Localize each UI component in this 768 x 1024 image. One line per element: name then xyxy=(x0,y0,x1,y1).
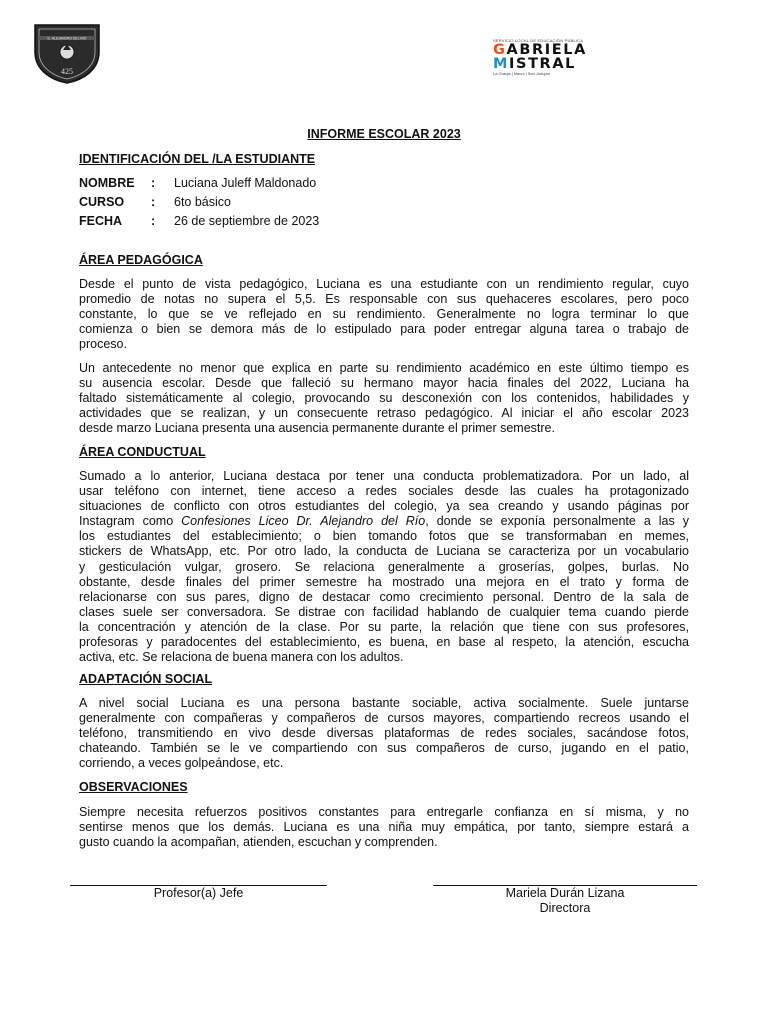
text-line: promedio de notas no supera el 5,5. Es responsable con sus quehaceres escolares, pero poco xyxy=(79,292,689,307)
text-line: obstante, desde finales del primer semestre ha mostrado una mejora en el trato y forma de xyxy=(79,574,689,589)
text-line-with-italic xyxy=(79,514,689,529)
slep-initial-g: G xyxy=(493,42,507,58)
text-segment: Instagram como xyxy=(79,514,182,529)
text-line: situaciones de conflicto con otros estudiantes del colegio, ya sea creando y usando páginas por xyxy=(79,499,689,514)
document-title: INFORME ESCOLAR 2023 xyxy=(307,127,461,141)
text-line: constante, lo que se ve reflejado en su rendimiento. Generalmente no logra terminar lo que xyxy=(79,307,689,322)
slep-line-2-rest: ISTRAL xyxy=(509,56,576,72)
signature-role-right: Directora xyxy=(539,901,591,915)
text-line: stickers de WhatsApp, etc. Por otro lado, la conducta de Luciana se caracteriza por un vocabulario xyxy=(79,544,689,559)
text-line: Un antecedente no menor que explica en parte su rendimiento académico en este último tiempo es xyxy=(79,361,689,375)
identification-heading: IDENTIFICACIÓN DEL /LA ESTUDIANTE xyxy=(79,152,316,166)
section-heading-pedagogica: ÁREA PEDAGÓGICA xyxy=(79,253,203,267)
paragraph-conductual xyxy=(79,469,689,665)
slep-line-1-rest: ABRIELA xyxy=(506,42,587,58)
text-line: proceso. xyxy=(79,337,127,352)
paragraph-social xyxy=(79,696,689,771)
text-line: Sumado a lo anterior, Luciana destaca por tener una conducta problematizadora. Por un lado, al xyxy=(79,469,689,483)
text-line: profesoras y paradocentes del establecimiento, es buena, en base al respeto, la atención, escucha xyxy=(79,635,689,650)
instagram-page-name: Confesiones Liceo Dr. Alejandro del Río xyxy=(181,514,426,529)
info-label: NOMBRE xyxy=(79,176,135,190)
text-line: la concentración y atención de la clase. Por su parte, la relación que tiene con sus profesores, xyxy=(79,619,689,634)
svg-text:D. ALEJANDRO DEL RIO: D. ALEJANDRO DEL RIO xyxy=(47,36,87,41)
text-line: Siempre necesita refuerzos positivos constantes para entregarle confianza en sí misma, y no xyxy=(79,805,689,819)
paragraph-pedagogica-1 xyxy=(79,277,689,352)
info-label: CURSO xyxy=(79,195,125,209)
text-line: faltado sistemáticamente al colegio, provocando su desconexión con los contenidos, habilidades y xyxy=(79,391,689,406)
text-line: clases suele ser conversadora. Se distrae con facilidad hablando de cualquier tema cuando pierde xyxy=(79,604,689,619)
info-value: 26 de septiembre de 2023 xyxy=(174,214,320,228)
text-line: los estudiantes del establecimiento; o bien tomando fotos que se transformaban en memes, xyxy=(79,529,689,544)
text-line: relacionarse con sus pares, digno de destacar como crecimiento personal. Dentro de la sala de xyxy=(79,589,689,604)
text-line: usar teléfono con internet, tiene acceso a redes sociales desde las cuales ha protagonizado xyxy=(79,484,689,499)
school-logo xyxy=(33,22,101,84)
slep-logo xyxy=(493,38,643,82)
school-crest-icon xyxy=(33,22,101,84)
section-heading-social: ADAPTACIÓN SOCIAL xyxy=(79,672,213,686)
text-line: corriendo, a veces golpeándose, etc. xyxy=(79,756,284,771)
info-colon: : xyxy=(151,195,156,209)
section-heading-observaciones: OBSERVACIONES xyxy=(79,780,188,794)
text-segment: , donde se exponía personalmente a las y xyxy=(425,514,690,529)
text-line: activa, etc. Se relaciona de buena manera con los adultos. xyxy=(79,650,404,665)
signature-role-left: Profesor(a) Jefe xyxy=(153,886,244,900)
text-line: y gesticulación vulgar, grosero. Se relaciona generalmente a groserías, golpes, burlas. No xyxy=(79,559,689,574)
signature-name-right: Mariela Durán Lizana xyxy=(505,886,625,900)
info-value: 6to básico xyxy=(174,195,231,209)
text-line: generalmente con compañeras y compañeros de cursos mayores, compartiendo recreos usando el xyxy=(79,711,689,726)
paragraph-observaciones xyxy=(79,805,689,850)
text-line: Desde el punto de vista pedagógico, Luciana es una estudiante con un rendimiento regular, cuyo xyxy=(79,277,689,291)
text-line: sentirse menos que los demás. Luciana es una niña muy empática, por tanto, siempre estará a xyxy=(79,820,689,835)
text-line: gusto cuando la acompañan, atienden, escuchan y comprenden. xyxy=(79,835,438,850)
paragraph-pedagogica-2 xyxy=(79,361,689,436)
text-line: A nivel social Luciana es una persona bastante sociable, activa socialmente. Suele juntarse xyxy=(79,696,689,710)
text-line: comienza o bien se demora más de lo estipulado para poder entregar alguna tarea o trabajo de xyxy=(79,322,689,337)
slep-line-1 xyxy=(493,43,643,57)
svg-text:425: 425 xyxy=(61,67,73,76)
slep-bottom-text: La Granja | Macul | San Joaquín xyxy=(493,71,551,76)
text-line: actividades que se realizan, y un consecuente retraso pedagógico. Al iniciar el año escolar 2023 xyxy=(79,406,689,421)
text-line: chateando. También se le ve compartiendo con sus compañeros de curso, jugando en el patio, xyxy=(79,741,689,756)
slep-line-2 xyxy=(493,57,643,71)
info-value: Luciana Juleff Maldonado xyxy=(174,176,317,190)
text-line: teléfono, transmitiendo en vivo desde diversas plataformas de redes sociales, sacándose fotos, xyxy=(79,726,689,741)
slep-top-text: SERVICIO LOCAL DE EDUCACIÓN PÚBLICA xyxy=(493,38,584,43)
info-colon: : xyxy=(151,176,156,190)
text-line: desde marzo Luciana presenta una ausencia permanente durante el primer semestre. xyxy=(79,421,555,436)
info-label: FECHA xyxy=(79,214,123,228)
text-line: su ausencia escolar. Desde que falleció su hermano mayor hacia finales del 2022, Luciana ha xyxy=(79,376,689,391)
info-colon: : xyxy=(151,214,156,228)
section-heading-conductual: ÁREA CONDUCTUAL xyxy=(79,445,206,459)
slep-initial-m: M xyxy=(493,56,510,72)
